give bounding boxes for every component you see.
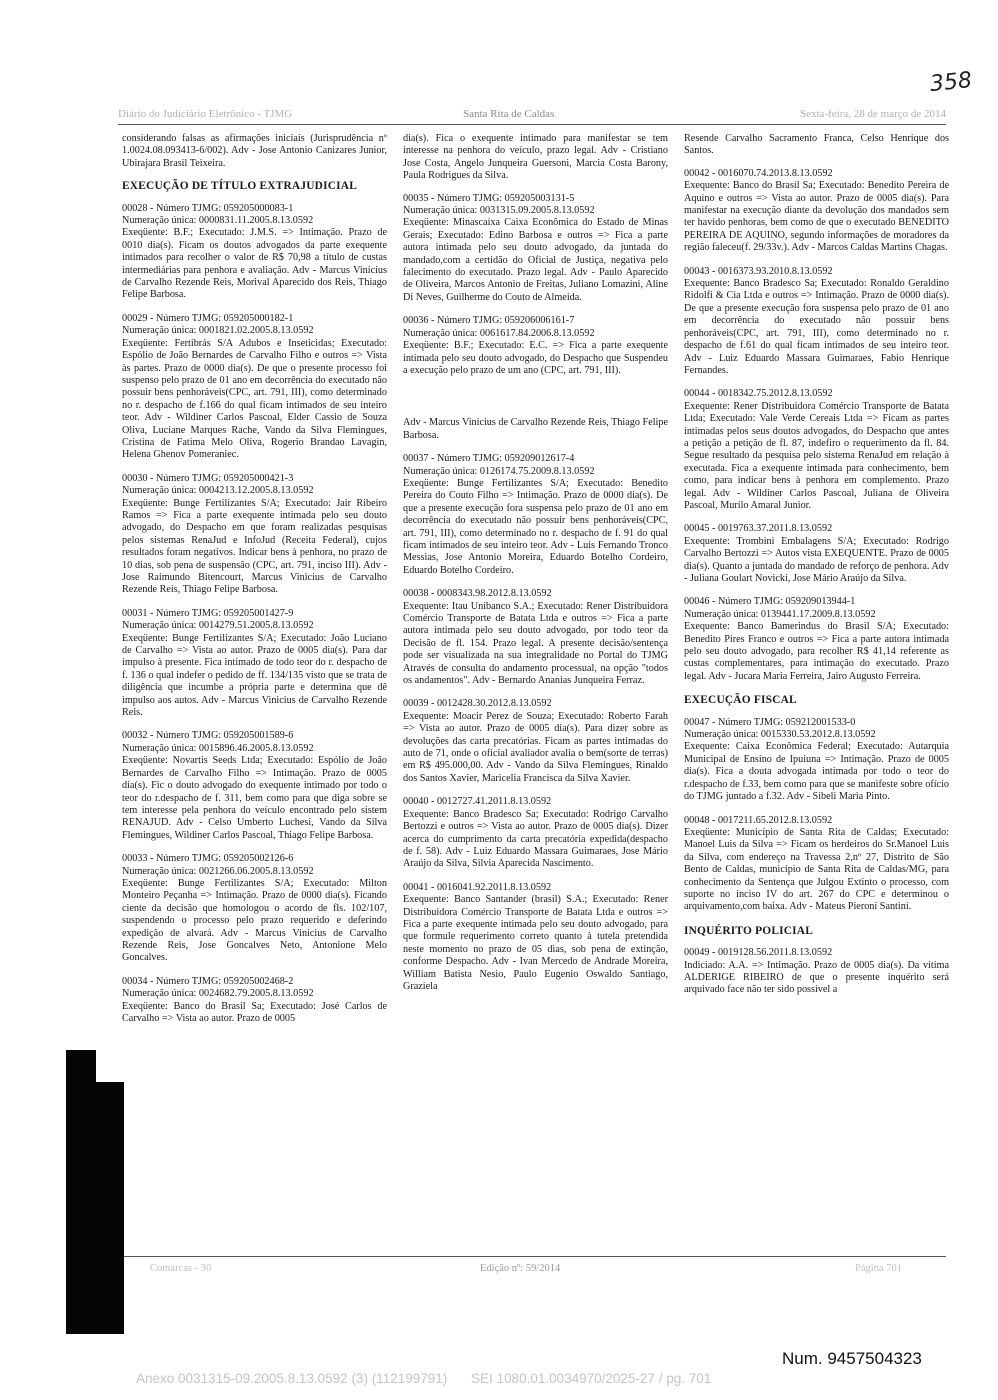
legal-entry bbox=[684, 523, 949, 585]
col1-intro: considerando falsas as afirmações iniciais (Jurisprudência nº 1.0024.08.093413-6/002). Adv - Jose Antonio Canizares Junior, Ubirajara Brasil Teixeira. bbox=[122, 133, 387, 169]
legal-entry bbox=[684, 266, 949, 378]
entry-number: 00035 - Número TJMG: 059205003131-5 bbox=[403, 192, 575, 204]
entry-unique-number: Numeração única: 0014279.51.2005.8.13.0592 bbox=[122, 620, 314, 632]
entry-body: Exeqüente: B.F.; Executado: J.M.S. => Intimação. Prazo de 0010 dia(s). Ficam os doutos advogados da parte exequente intimados para recolher o valor de R$ 70,98 a título de custas intermediárias para penhora e avaliação. Adv - Marcus Vinicius de Carvalho Rezende Reis, Morival Aparecido dos Reis, Thiago Felipe Barbosa. bbox=[122, 227, 387, 301]
entry-body: Exequente: Trombini Embalagens S/A; Executado: Rodrigo Carvalho Bertozzi => Autos vista EXEQUENTE. Prazo de 0005 dia(s). Quanto a juntada do mandado de reforço de penhora. Adv - Juliana Goulart Novicki, Jose Mário Araújo da Silva. bbox=[684, 535, 949, 584]
blank-gap bbox=[403, 377, 668, 417]
entry-number: 00029 - Número TJMG: 059205000182-1 bbox=[122, 312, 294, 324]
entry-body: Exeqüente: Banco do Brasil Sa; Executado: José Carlos de Carvalho => Vista ao autor. Prazo de 0005 bbox=[122, 1000, 387, 1024]
legal-entry bbox=[122, 203, 387, 302]
entry-number: 00039 - 0012428.30.2012.8.13.0592 bbox=[403, 698, 552, 710]
legal-entry bbox=[403, 193, 668, 305]
entry-number: 00030 - Número TJMG: 059205000421-3 bbox=[122, 472, 294, 484]
entry-number: 00040 - 0012727.41.2011.8.13.0592 bbox=[403, 796, 552, 808]
col3-intro: Resende Carvalho Sacramento Franca, Celso Henrique dos Santos. bbox=[684, 133, 949, 157]
entry-number: 00043 - 0016373.93.2010.8.13.0592 bbox=[684, 265, 833, 277]
entry-body: Exeqüente: Novartis Seeds Ltda; Executado: Espólio de João Bernardes de Carvalho Filho => Intimação. Prazo de 0005 dia(s). Fic o douto advogado do exequente intimado por todo o teor do r.despacho de f. 311, bem como para que diga sobre se tem interesse pela penhora do veículo encontrado pelo sistem RENAJUD. Adv - Celso Umberto Luchesi, Vando da Silva Flemingues, Wildiner Carlos Pascoal, Thiago Felipe Barbosa. bbox=[122, 755, 387, 841]
col2-intro: dia(s). Fica o exequente intimado para manifestar se tem interesse na penhora do veículo, prazo legal. Adv - Cristiano Jose Costa, Angelo Junqueira Guersoni, Marcia Costa Barony, Paula Rodrigues da Silva. bbox=[403, 133, 668, 182]
entry-body: Exequente: Caixa Econômica Federal; Executado: Autarquia Municipal de Ensino de Ipuiuna => Intimação. Prazo de 0005 dia(s). Fica a douta advogada intimada por todo o teor do r.despacho de f.33, bem como para que se manifeste sobre ofício do TJMG juntado a f.32. Adv - Sibeli Maria Pinto. bbox=[684, 741, 949, 803]
running-header bbox=[118, 104, 946, 124]
entry-unique-number: Numeração única: 0000831.11.2005.8.13.0592 bbox=[122, 215, 314, 227]
entry-body: Exequente: Itau Unibanco S.A.; Executado: Rener Distribuidora Comércio Transporte de Batata Ltda e outros => Fica a parte autora intimada pelo seu douto advogado, por todo teor da Decisão de fl. 154. Prazo legal. A presente decisão/sentença pode ser visualizada na sua integralidade no Portal do TJMG Através de consulta do andamento processual, na opção "todos os andamentos". Adv - Bernardo Ananias Junqueira Ferraz. bbox=[403, 600, 668, 687]
legal-entry bbox=[403, 796, 668, 870]
page-number-stamp: 358 bbox=[928, 67, 974, 98]
entry-body: Exeqüente: Minascaixa Caixa Econômica do Estado de Minas Gerais; Executado: Edino Barbosa e outros => Fica a parte autora intimada pelo seu douto advogado, da juntada do mandado,com a certidão do Oficial de Justiça, negativa pelo falecimento do executado. Prazo legal. Adv - Paulo Aparecido de Oliveira, Marcos Antonio de Freitas, Juliano Lomazini, Aline Di Neves, Guilherme do Couto de Almeida. bbox=[403, 217, 668, 303]
entry-number: 00036 - Número TJMG: 059206006161-7 bbox=[403, 315, 575, 327]
legal-entry bbox=[684, 388, 949, 512]
entry-body: Exeqüente: Fertibrás S/A Adubos e Inseticidas; Executado: Espólio de João Bernardes de Carvalho Filho e outros => Vista às partes. Prazo de 0000 dia(s). De que o presente processo foi suspenso pelo prazo de 01 ano em decorrência do executado não possuir bens penhoráveis(CPC, art. 791, III), como determinado no r. despacho de f.166 do qual ficam intimados de seu inteiro teor. Adv - Wildiner Carlos Pascoal, Elder Cassio de Souza Oliva, Luciane Marques Rache, Vando da Silva Flemingues, Cristina de Fatima Melo Oliva, Rogerio Brandao Lavagin, Helena Ghenov Pomeraniec. bbox=[122, 337, 387, 461]
entry-number: 00045 - 0019763.37.2011.8.13.0592 bbox=[684, 523, 833, 535]
entry-unique-number: Numeração única: 0015330.53.2012.8.13.0592 bbox=[684, 729, 876, 741]
entry-body: Exequente: Rener Distribuidora Comércio Transporte de Batata Ltda; Executado: Vale Verde Cereais Ltda => Ficam as partes intimadas pelos seus doutos advogados, do Despacho que antes a petição a petição de fl. 87, indefiro o requerimento da fl. 84. Segue resultado da pesquisa pelo sistema RenaJud em relação à executada. Fica a exequente intimada para conhecimento, bem como, para indicar bens à penhora em complemento. Prazo legal. Adv - Wildiner Carlos Pascoal, Juliana de Oliveira Pascoal, Murilo Amaral Junior. bbox=[684, 400, 949, 511]
entry-body: Exequente: Banco Bradesco Sa; Executado: Rodrigo Carvalho Bertozzi e outros => Vista ao autor. Prazo de 0005 dia(s). Dizer acerca do cumprimento da carta precatória expedida(despacho de f. 58). Adv - Luiz Eduardo Massara Guimaraes, Jose Mário Araújo da Silva, Silvia Aparecida Nascimento. bbox=[403, 808, 668, 870]
legal-entry bbox=[403, 698, 668, 785]
header-date: Sexta-feira, 28 de março de 2014 bbox=[800, 108, 946, 120]
legal-entry bbox=[122, 313, 387, 462]
entry-body: Indiciado: A.A. => Intimação. Prazo de 0005 dia(s). Da vítima ALDERIGE RIBEIRO de que o presente inquérito será arquivado face não ter sido possível a bbox=[684, 959, 949, 996]
entry-unique-number: Numeração única: 0139441.17.2009.8.13.0592 bbox=[684, 608, 876, 620]
legal-entry bbox=[122, 853, 387, 965]
entry-body: Exequente: Moacir Perez de Souza; Executado: Roberto Farah => Vista ao autor. Prazo de 0005 dia(s). Para dizer sobre as devoluções das carta precatórias. Ficam as partes intimadas do auto de 71, onde o oficial avaliador avalia o bem(sorte de terras) em R$ 495.000,00. Adv - Vando da Silva Flemingues, Rinaldo dos Santos Xavier, Maricelia Francisca da Silva Xavier. bbox=[403, 710, 668, 784]
entry-body: Exeqüente: Bunge Fertilizantes S/A; Executado: Benedito Pereira do Couto Filho => Intimação. Prazo de 0000 dia(s). De que a presente execução fora suspensa pelo prazo de 01 ano em decorrência do executado não possuir bens penhoráveis(CPC, art. 791, III), como determinado no r. despacho de f. 91 do qual ficam intimados de seu inteiro teor. Adv - Luis Fernando Tronco Messias, Jose Antonio Moreira, Eduardo Botelho Cordeiro, Eduardo Botelho Cordeiro. bbox=[403, 477, 668, 576]
column-1 bbox=[122, 133, 387, 1253]
document-number-stamp: Num. 9457504323 bbox=[782, 1349, 922, 1368]
entry-number: 00041 - 0016041.92.2011.8.13.0592 bbox=[403, 881, 552, 893]
entry-body: Exequente: Banco Bamerindus do Brasil S/A; Executado: Benedito Pires Franco e outros => Fica a parte autora intimada pelo seu douto advogado, para recolher R$ 41,14 referente as custas complementares, para intimação do executado. Prazo legal. Adv - Jucara Maria Ferreira, Jairo Augusto Ferreira. bbox=[684, 621, 949, 682]
entry-unique-number: Numeração única: 0024682.79.2005.8.13.0592 bbox=[122, 988, 314, 1000]
header-journal-name: Diário do Judiciário Eletrônico - TJMG bbox=[118, 108, 293, 120]
entry-number: 00031 - Número TJMG: 059205001427-9 bbox=[122, 607, 294, 619]
legal-entry bbox=[684, 815, 949, 914]
entry-number: 00044 - 0018342.75.2012.8.13.0592 bbox=[684, 388, 833, 400]
entry-number: 00049 - 0019128.56.2011.8.13.0592 bbox=[684, 947, 833, 959]
footer-page: Página 701 bbox=[855, 1263, 902, 1274]
column-2 bbox=[403, 133, 668, 1253]
legal-entry bbox=[684, 168, 949, 255]
legal-entry bbox=[122, 976, 387, 1026]
entry-unique-number: Numeração única: 0004213.12.2005.8.13.0592 bbox=[122, 485, 314, 497]
footer-edition: Edição nº: 59/2014 bbox=[480, 1263, 561, 1274]
entry-number: 00042 - 0016070.74.2013.8.13.0592 bbox=[684, 167, 833, 179]
legal-entry bbox=[684, 717, 949, 804]
legal-entry bbox=[684, 947, 949, 997]
legal-entry bbox=[403, 453, 668, 577]
section-title-inquerito-policial: INQUÉRITO POLICIAL bbox=[684, 924, 814, 937]
entry-number: 00038 - 0008343.98.2012.8.13.0592 bbox=[403, 588, 552, 600]
entry-number: 00048 - 0017211.65.2012.8.13.0592 bbox=[684, 814, 833, 826]
legal-entry bbox=[403, 588, 668, 687]
entry-unique-number: Numeração única: 0126174.75.2009.8.13.0592 bbox=[403, 465, 595, 477]
entry-number: 00028 - Número TJMG: 059205000083-1 bbox=[122, 202, 294, 214]
entry-number: 00047 - Número TJMG: 059212001533-0 bbox=[684, 716, 856, 728]
legal-entry bbox=[122, 608, 387, 720]
entry-body: Exeqüente: Bunge Fertilizantes S/A; Executado: Jair Ribeiro Ramos => Fica a parte exequente intimada pelo seu douto advogado, do Despacho em que foram realizadas pesquisas pelos sistemas RenaJud e InfoJud (Receita Federal), cujos resultados foram negativos. Indicar bens à penhora, no prazo de 10 dias, sob pena de suspensão (CPC, art. 791, inciso III). Adv - Jose Raimundo Bitencourt, Marcus Vinicius de Carvalho Rezende Reis, Thiago Felipe Barbosa. bbox=[122, 497, 387, 596]
entry-body: Exequente: Banco Santander (brasil) S.A.; Executado: Rener Distribuidora Comércio Transporte de Batata Ltda e outros => Fica a parte exequente intimada pelo seu douto advogado, para que formule requerimento correto quanto à tutela pretendida neste momento no prazo de 05 dias, sob pena de extinção, conforme Despacho. Adv - Ivan Mercedo de Andrade Moreira, William Batista Nesio, Paulo Eugenio Oswaldo Santiago, Graziela bbox=[403, 894, 668, 992]
entry-unique-number: Numeração única: 0001821.02.2005.8.13.0592 bbox=[122, 325, 314, 337]
entry-body: Exeqüente: B.F.; Executado: E.C. => Fica a parte exequente intimada pelo seu douto advogado, do Despacho que Suspendeu a execução pelo prazo de um ano (CPC, art. 791, III). bbox=[403, 340, 668, 376]
entry-body: Exequente: Banco do Brasil Sa; Executado: Benedito Pereira de Aquino e outros => Vista ao autor. Prazo de 0005 dia(s). Para manifestar na execução diante da devolução dos mandados sem ter havido penhoras, bem como de que o executado BENEDITO PEREIRA DE AQUINO, segundo informações de moradores da região faleceu(f. 29/33v.). Adv - Marcos Caldas Martins Chagas. bbox=[684, 180, 949, 254]
legal-entry bbox=[122, 730, 387, 842]
legal-entry bbox=[403, 315, 668, 442]
legal-entry bbox=[403, 882, 668, 994]
entry-unique-number: Numeração única: 0061617.84.2006.8.13.0592 bbox=[403, 327, 595, 339]
header-divider bbox=[118, 124, 946, 125]
entry-number: 00032 - Número TJMG: 059205001589-6 bbox=[122, 730, 294, 742]
annex-reference: Anexo 0031315-09.2005.8.13.0592 (3) (112199791) bbox=[136, 1371, 448, 1386]
annex-footer bbox=[136, 1371, 731, 1386]
entry-number: 00046 - Número TJMG: 059209013944-1 bbox=[684, 596, 856, 608]
entry-body: Exeqüente: Município de Santa Rita de Caldas; Executado: Manoel Luis da Silva => Ficam os herdeiros do Sr.Manoel Luis da Silva, com endereço na Travessa 2,nº 27, Distrito de São Bento de Caldas, município de Santa Rita de Caldas/MG, para conhecimento da Sentença que Julgou Extinto o processo, com suporte no inciso IV do art. 267 do CPC e determinou o arquivamento,com baixa. Adv - Mateus Pieroni Santini. bbox=[684, 826, 949, 913]
footer-section: Comarcas - 30 bbox=[150, 1263, 212, 1274]
entry-body: Exeqüente: Bunge Fertilizantes S/A; Executado: João Luciano de Carvalho => Vista ao autor. Prazo de 0005 dia(s). Para dar impulso à presente. Fica intimado de todo teor do r. despacho de f. 136 o qual indefer o pedido de ff. 134/135 visto que se trata de diligência que incumbe a própria parte e determina que dê impulso aos autos. Adv - Marcus Vinicius de Carvalho Rezende Reis. bbox=[122, 632, 387, 719]
footer-divider bbox=[118, 1256, 946, 1257]
legal-entry bbox=[684, 596, 949, 683]
entry-body: Exequente: Banco Bradesco Sa; Executado: Ronaldo Geraldino Ridolfi & Cia Ltda e outros => Intimação. Prazo de 0000 dia(s). De que a presente execução fora suspensa pelo prazo de 01 ano em decorrência do executado não possuir bens penhoráveis(CPC, art. 791, III), como determinado no r. despacho de f.61 do qual ficam intimados de seu inteiro teor. Adv - Luiz Eduardo Massara Guimaraes, Fabio Henrique Fernandes. bbox=[684, 278, 949, 376]
column-3 bbox=[684, 133, 949, 1253]
entry-number: 00034 - Número TJMG: 059205002468-2 bbox=[122, 975, 294, 987]
entry-unique-number: Numeração única: 0021266.06.2005.8.13.0592 bbox=[122, 865, 314, 877]
sei-reference: SEI 1080.01.0034970/2025-27 / pg. 701 bbox=[471, 1371, 712, 1386]
entry-number: 00037 - Número TJMG: 059209012617-4 bbox=[403, 453, 575, 465]
section-title-execucao-fiscal: EXECUÇÃO FISCAL bbox=[684, 694, 797, 707]
entry-lawyers: Adv - Marcus Vinicius de Carvalho Rezende Reis, Thiago Felipe Barbosa. bbox=[403, 417, 668, 441]
header-comarca: Santa Rita de Caldas bbox=[463, 108, 555, 120]
entry-unique-number: Numeração única: 0015896.46.2005.8.13.0592 bbox=[122, 742, 314, 754]
entry-body: Exeqüente: Bunge Fertilizantes S/A; Executado: Milton Monteiro Peçanha => Intimação. Prazo de 0000 dia(s). Ficando ciente da decisão que homologou o acordo de fls. 102/107, suspendendo o processo pelo prazo requerido e deferindo expedição de alvará. Adv - Marcus Vinicius de Carvalho Rezende Reis, Jose Goncalves Neto, Antonione Melo Goncalves. bbox=[122, 877, 387, 964]
section-title-execucao-titulo: EXECUÇÃO DE TÍTULO EXTRAJUDICIAL bbox=[122, 180, 357, 193]
legal-entry bbox=[122, 473, 387, 597]
entry-number: 00033 - Número TJMG: 059205002126-6 bbox=[122, 853, 294, 865]
scan-artifact bbox=[66, 1082, 124, 1334]
entry-unique-number: Numeração única: 0031315.09.2005.8.13.0592 bbox=[403, 205, 595, 217]
